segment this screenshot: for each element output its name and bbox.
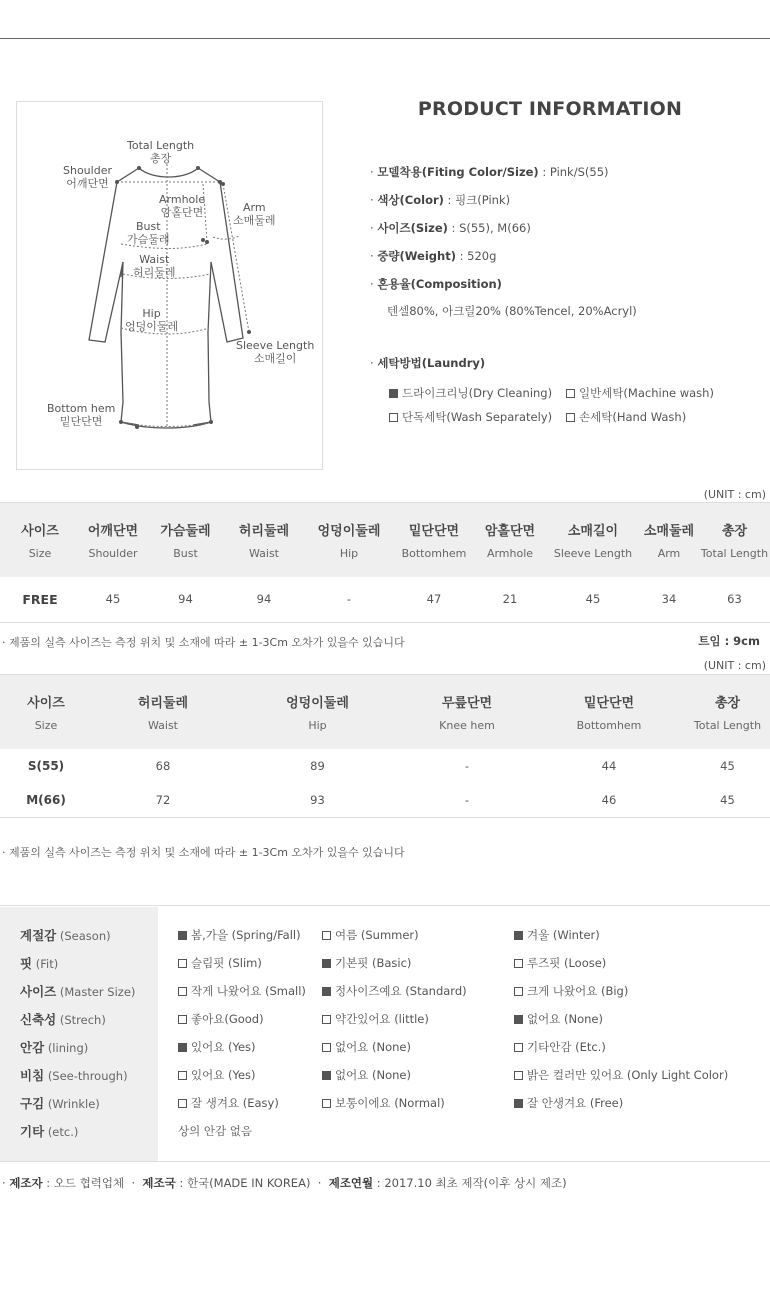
unchecked-box-icon xyxy=(514,1071,523,1080)
unchecked-box-icon xyxy=(178,1099,187,1108)
feature-option: 없어요 (None) xyxy=(322,1061,514,1089)
checked-box-icon xyxy=(322,1071,331,1080)
unit-label-2: (UNIT : cm) xyxy=(703,659,766,672)
feature-option: 봄,가을 (Spring/Fall) xyxy=(158,921,322,949)
fabric-features-table xyxy=(0,907,770,1162)
unchecked-box-icon xyxy=(178,987,187,996)
value-cell: 44 xyxy=(601,759,617,773)
unchecked-box-icon xyxy=(178,959,187,968)
size-cell: FREE xyxy=(22,591,58,607)
feature-option: 밝은 컬러만 있어요 (Only Light Color) xyxy=(514,1061,770,1089)
checked-box-icon xyxy=(514,1099,523,1108)
feature-option: 없어요 (None) xyxy=(322,1033,514,1061)
armhole-label: Armhole 암홀단면 xyxy=(159,193,206,219)
feature-option: 겨울 (Winter) xyxy=(514,921,770,949)
value-cell: 45 xyxy=(720,792,735,807)
bust-label: Bust 가슴둘레 xyxy=(127,220,170,246)
arm-label: Arm 소매둘레 xyxy=(233,201,276,227)
value-cell: 89 xyxy=(310,759,325,773)
checked-box-icon xyxy=(514,931,523,940)
size-note-1: · 제품의 실측 사이즈는 측정 위치 및 소재에 따라 ± 1-3Cm 오차가 있을수 있습니다 xyxy=(2,636,405,649)
product-information-title: PRODUCT INFORMATION xyxy=(417,98,683,120)
sleeve-length-label: Sleeve Length 소매길이 xyxy=(236,339,315,365)
feature-option: 좋아요(Good) xyxy=(158,1005,322,1033)
hip-label: Hip 엉덩이둘레 xyxy=(125,307,179,333)
header-cell: 밑단단면 Bottomhem xyxy=(395,503,473,577)
value-cell: 34 xyxy=(661,592,677,607)
value-cell: 72 xyxy=(155,792,171,807)
feature-row-season xyxy=(0,921,770,949)
feature-label: 사이즈 (Master Size) xyxy=(0,977,158,1005)
value-cell: - xyxy=(464,792,470,807)
feature-label: 구김 (Wrinkle) xyxy=(0,1089,158,1117)
feature-label: 신축성 (Strech) xyxy=(0,1005,158,1033)
header-cell: 사이즈 Size xyxy=(0,503,80,577)
size-table-1 xyxy=(0,503,770,623)
weight-info: · 중량(Weight) : 520g xyxy=(370,249,497,263)
unchecked-box-icon xyxy=(322,1015,331,1024)
unchecked-box-icon xyxy=(514,1043,523,1052)
composition-value: 텐셀80%, 아크릴20% (80%Tencel, 20%Acryl) xyxy=(387,304,637,318)
value-cell: 47 xyxy=(426,592,442,607)
feature-option: 크게 나왔어요 (Big) xyxy=(514,977,770,1005)
feature-row-stretch xyxy=(0,1005,770,1033)
unchecked-box-icon xyxy=(322,931,331,940)
feature-option: 잘 안생겨요 (Free) xyxy=(514,1089,770,1117)
value-cell: 21 xyxy=(502,592,518,607)
feature-label: 계절감 (Season) xyxy=(0,921,158,949)
header-cell: 사이즈 Size xyxy=(0,675,92,749)
checked-box-icon xyxy=(178,931,187,940)
unit-label-1: (UNIT : cm) xyxy=(703,488,766,501)
color-info: · 색상(Color) : 핑크(Pink) xyxy=(370,193,511,207)
feature-label: 안감 (lining) xyxy=(0,1033,158,1061)
feature-option: 잘 생겨요 (Easy) xyxy=(158,1089,322,1117)
unchecked-box-icon xyxy=(514,959,523,968)
waist-label: Waist 허리둘레 xyxy=(133,253,176,279)
feature-etc-value: 상의 안감 없음 xyxy=(178,1124,252,1138)
feature-option: 슬림핏 (Slim) xyxy=(158,949,322,977)
shoulder-label: Shoulder 어깨단면 xyxy=(63,164,112,190)
feature-row-lining xyxy=(0,1033,770,1061)
unchecked-box-icon xyxy=(322,1099,331,1108)
top-divider xyxy=(0,38,770,39)
feature-option: 여름 (Summer) xyxy=(322,921,514,949)
feature-option: 있어요 (Yes) xyxy=(158,1033,322,1061)
feature-option: 작게 나왔어요 (Small) xyxy=(158,977,322,1005)
fitting-info: · 모델착용(Fiting Color/Size) : Pink/S(55) xyxy=(370,165,609,179)
feature-row-etc xyxy=(0,1117,770,1145)
features-top-border xyxy=(0,905,770,906)
feature-option: 약간있어요 (little) xyxy=(322,1005,514,1033)
unchecked-box-icon xyxy=(389,413,398,422)
header-cell: 허리둘레 Waist xyxy=(225,503,303,577)
total-length-label: Total Length 총장 xyxy=(127,139,195,165)
unchecked-box-icon xyxy=(178,1015,187,1024)
checked-box-icon xyxy=(514,1015,523,1024)
laundry-dry-cleaning: 드라이크리닝(Dry Cleaning) xyxy=(389,385,552,401)
size-cell: M(66) xyxy=(26,792,66,807)
laundry-info: · 세탁방법(Laundry) xyxy=(370,356,486,370)
value-cell: 45 xyxy=(585,592,601,607)
value-cell: 45 xyxy=(105,592,121,607)
checked-box-icon xyxy=(389,389,398,398)
value-cell: 46 xyxy=(601,792,617,807)
header-cell: 엉덩이둘레 Hip xyxy=(234,675,401,749)
header-cell: 어깨단면 Shoulder xyxy=(80,503,146,577)
value-cell: 93 xyxy=(310,792,325,807)
feature-row-wrinkle xyxy=(0,1089,770,1117)
value-cell: - xyxy=(464,759,470,773)
table-row xyxy=(0,783,770,817)
header-cell: 허리둘레 Waist xyxy=(92,675,234,749)
table-header-row xyxy=(0,675,770,749)
header-cell: 소매둘레 Arm xyxy=(639,503,699,577)
laundry-machine-wash: 일반세탁(Machine wash) xyxy=(566,385,714,401)
size-cell: S(55) xyxy=(27,759,65,773)
size-table-2 xyxy=(0,675,770,818)
size-note-2: · 제품의 실측 사이즈는 측정 위치 및 소재에 따라 ± 1-3Cm 오차가 있을수 있습니다 xyxy=(2,846,405,859)
laundry-wash-separately: 단독세탁(Wash Separately) xyxy=(389,409,552,425)
header-cell: 무릎단면 Knee hem xyxy=(401,675,533,749)
feature-option: 있어요 (Yes) xyxy=(158,1061,322,1089)
header-cell: 엉덩이둘레 Hip xyxy=(303,503,395,577)
table-row xyxy=(0,577,770,622)
feature-option: 정사이즈예요 (Standard) xyxy=(322,977,514,1005)
feature-row-see-through xyxy=(0,1061,770,1089)
table-row xyxy=(0,749,770,783)
header-cell: 밑단단면 Bottomhem xyxy=(533,675,685,749)
header-cell: 가슴둘레 Bust xyxy=(146,503,225,577)
table-header-row xyxy=(0,503,770,577)
size-info: · 사이즈(Size) : S(55), M(66) xyxy=(370,221,531,235)
checked-box-icon xyxy=(322,987,331,996)
unchecked-box-icon xyxy=(322,1043,331,1052)
features-bottom-border xyxy=(0,1161,770,1162)
header-cell: 총장 Total Length xyxy=(685,675,770,749)
garment-measurement-diagram xyxy=(16,101,323,470)
composition-info: · 혼용율(Composition) xyxy=(370,277,502,291)
feature-label: 비침 (See-through) xyxy=(0,1061,158,1089)
unchecked-box-icon xyxy=(178,1071,187,1080)
feature-label: 핏 (Fit) xyxy=(0,949,158,977)
feature-option: 기본핏 (Basic) xyxy=(322,949,514,977)
laundry-hand-wash: 손세탁(Hand Wash) xyxy=(566,409,686,425)
manufacture-info: · 제조자 : 오드 협력업체 · 제조국 : 한국(MADE IN KOREA) · 제조연월 : 2017.10 최초 제작(이후 상시 제조) xyxy=(2,1176,567,1190)
checked-box-icon xyxy=(322,959,331,968)
feature-option: 루즈핏 (Loose) xyxy=(514,949,770,977)
value-cell: 94 xyxy=(178,592,193,607)
value-cell: 63 xyxy=(727,592,742,607)
feature-row-fit xyxy=(0,949,770,977)
bottom-hem-label: Bottom hem 밑단단면 xyxy=(47,402,116,428)
header-cell: 소매길이 Sleeve Length xyxy=(547,503,639,577)
feature-row-master-size xyxy=(0,977,770,1005)
unchecked-box-icon xyxy=(566,413,575,422)
header-cell: 암홀단면 Armhole xyxy=(473,503,547,577)
feature-option: 보통이에요 (Normal) xyxy=(322,1089,514,1117)
value-cell: 94 xyxy=(256,592,272,607)
value-cell: 45 xyxy=(720,759,735,773)
feature-label: 기타 (etc.) xyxy=(0,1117,158,1145)
header-cell: 총장 Total Length xyxy=(699,503,770,577)
feature-option: 없어요 (None) xyxy=(514,1005,770,1033)
unchecked-box-icon xyxy=(566,389,575,398)
unchecked-box-icon xyxy=(514,987,523,996)
value-cell: 68 xyxy=(155,759,171,773)
feature-option: 기타안감 (Etc.) xyxy=(514,1033,770,1061)
value-cell: - xyxy=(346,592,352,607)
slit-info: 트임 : 9cm xyxy=(698,634,760,648)
checked-box-icon xyxy=(178,1043,187,1052)
